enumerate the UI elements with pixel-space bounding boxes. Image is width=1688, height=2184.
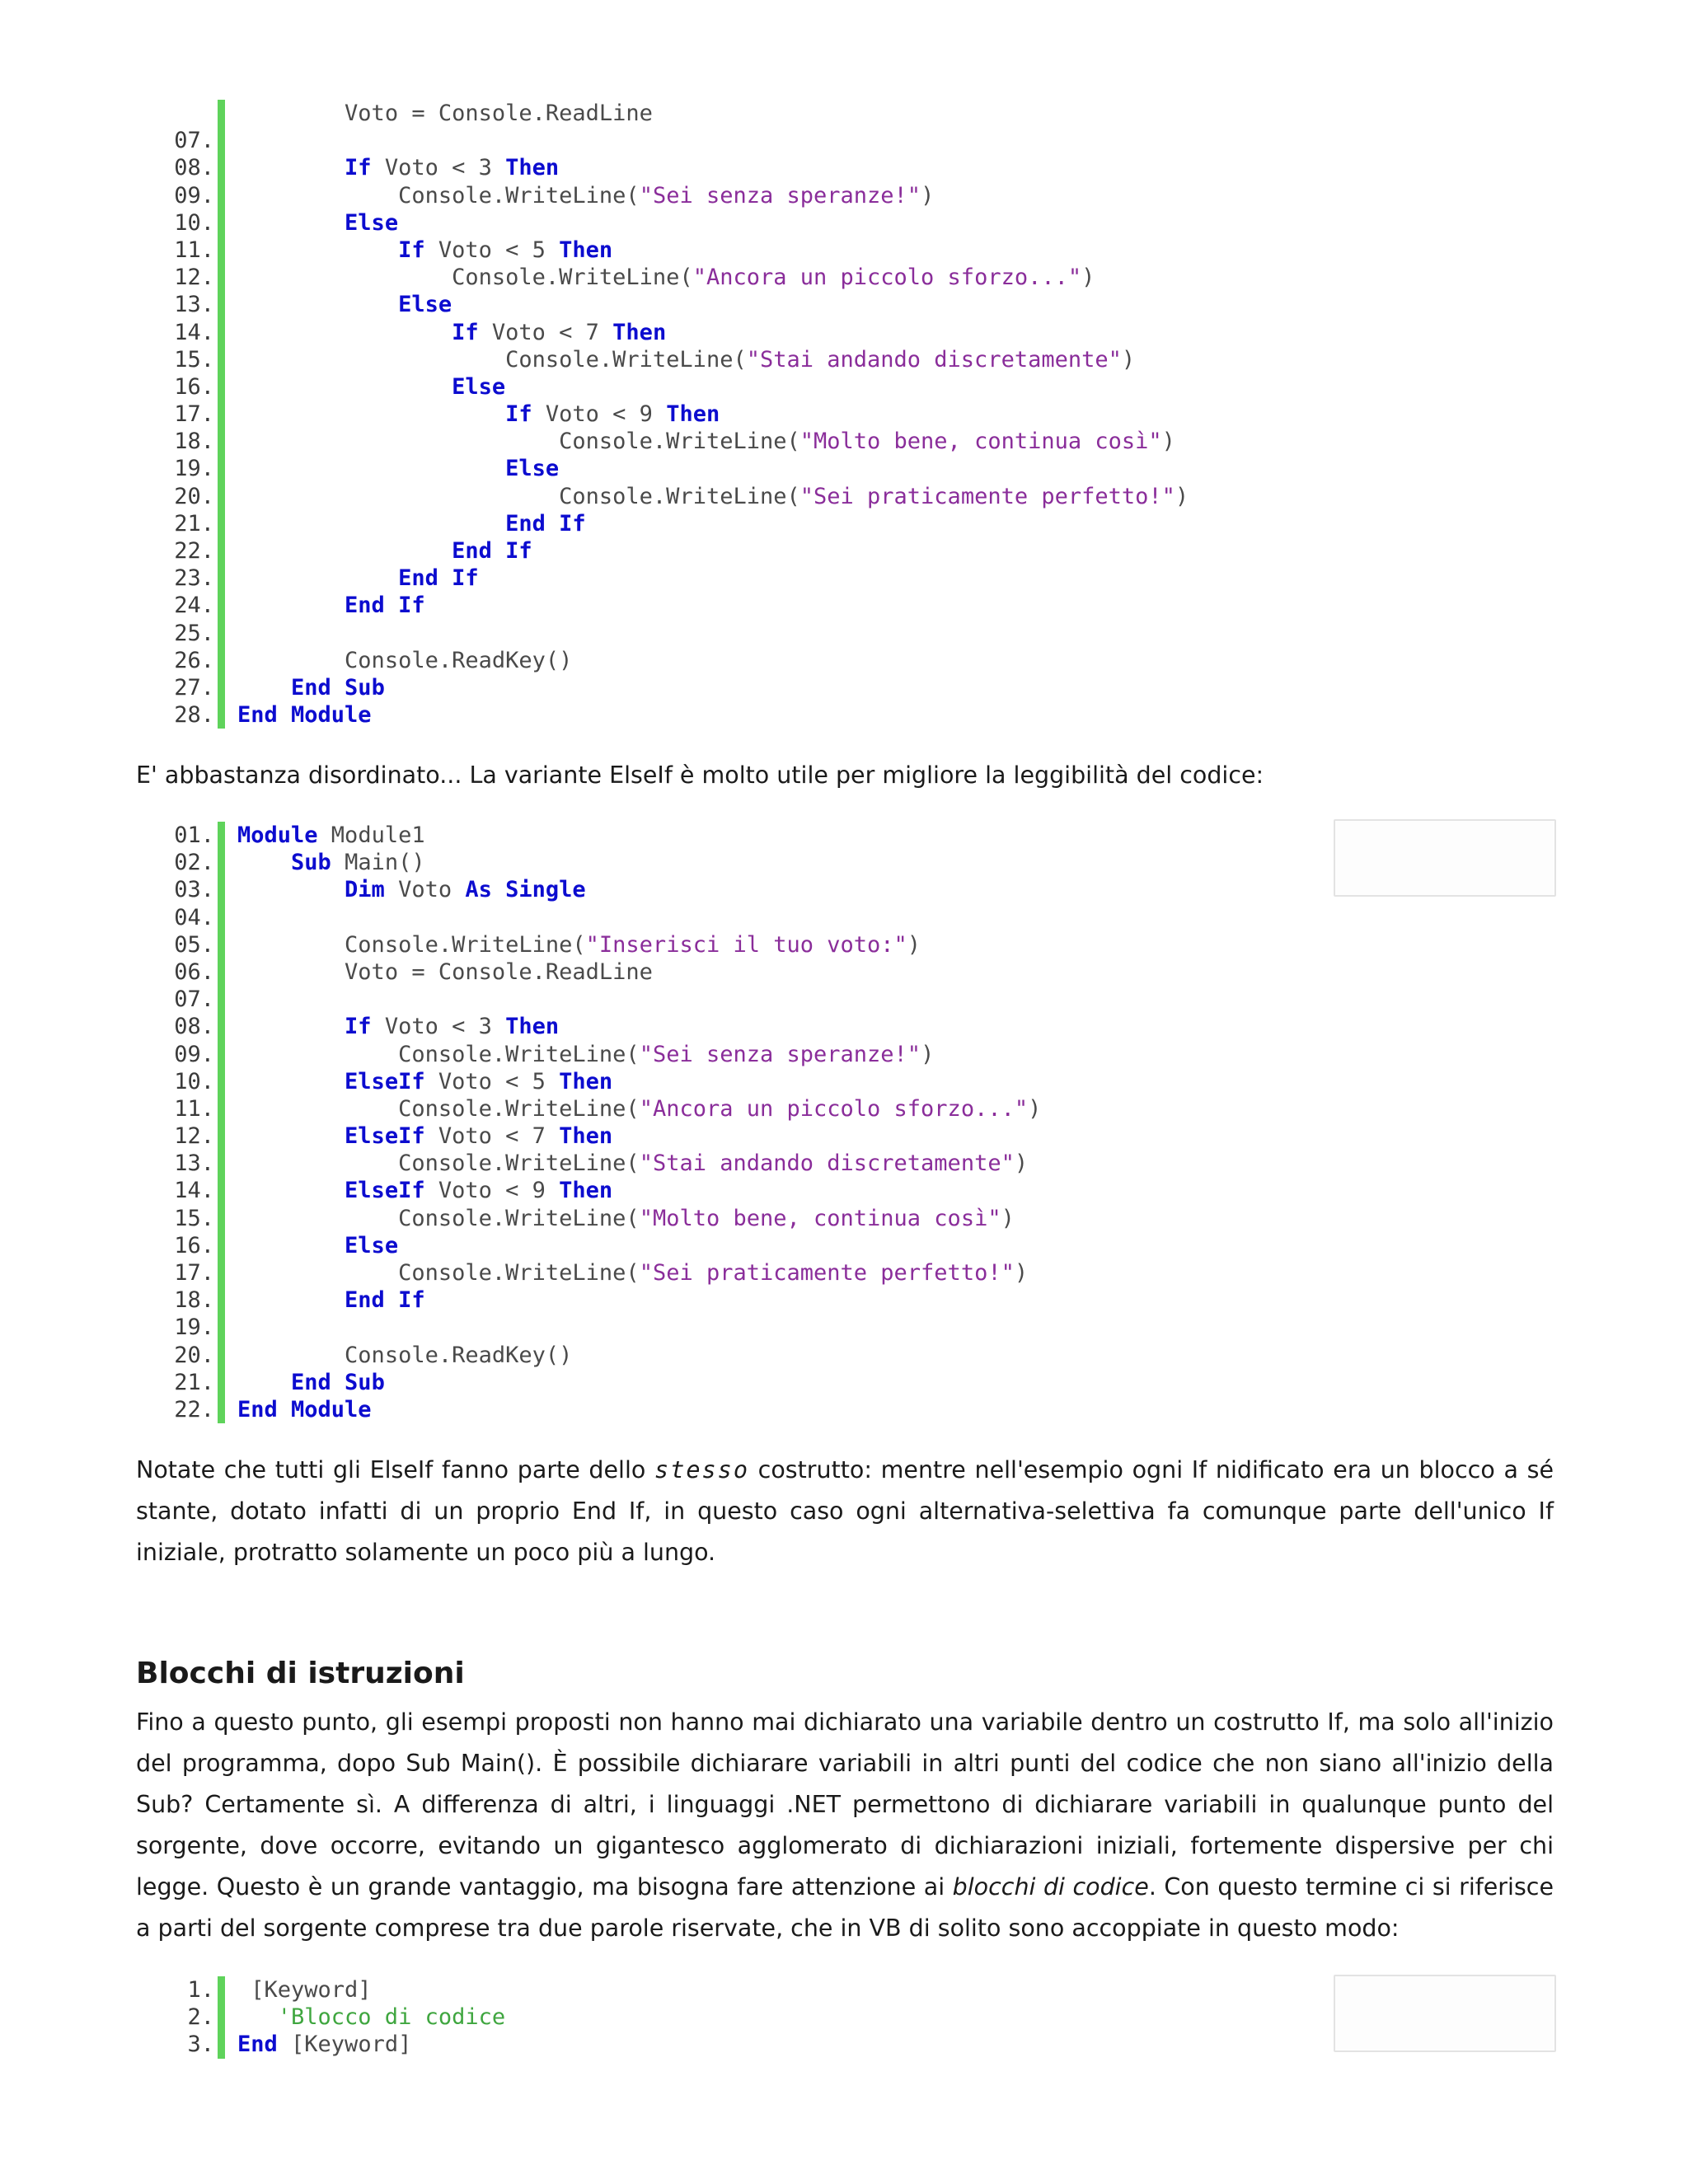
code-line	[0, 1342, 1688, 1369]
code-text	[237, 237, 612, 264]
code-keyword: End If	[505, 510, 586, 537]
code-line	[0, 565, 1688, 592]
code-gutter-bar	[218, 1095, 225, 1122]
code-line	[0, 154, 1688, 181]
code-token: Module1	[317, 823, 425, 848]
code-string: "Stai andando discretamente"	[639, 1151, 1015, 1177]
line-number: 2.	[187, 2004, 214, 2031]
line-number: 05.	[174, 931, 214, 958]
code-line	[0, 428, 1688, 455]
code-gutter-bar	[218, 209, 225, 237]
code-token: Voto = Console.ReadLine	[345, 958, 653, 985]
code-line	[0, 264, 1688, 291]
line-number: 22.	[174, 1396, 214, 1422]
code-text	[237, 209, 398, 237]
paragraph-text: Notate che tutti gli ElseIf fanno parte dello	[136, 1456, 655, 1483]
code-gutter-bar	[218, 1286, 225, 1314]
code-text	[237, 2031, 411, 2058]
code-text	[237, 1976, 372, 2004]
code-token: Voto < 9	[424, 1178, 560, 1204]
code-text	[237, 182, 934, 209]
copy-code-button[interactable]	[1334, 819, 1556, 897]
code-keyword: Then	[505, 1014, 560, 1040]
code-text	[237, 2004, 505, 2031]
code-gutter-bar	[218, 264, 225, 291]
line-number: 10.	[174, 209, 214, 236]
code-keyword: Then	[612, 319, 667, 345]
code-line	[0, 209, 1688, 237]
code-token: )	[1028, 1095, 1042, 1122]
code-keyword: End	[237, 2032, 278, 2058]
code-keyword: Dim	[345, 877, 385, 903]
section-heading: Blocchi di istruzioni	[136, 1657, 465, 1690]
code-line	[0, 100, 1688, 127]
code-line	[0, 620, 1688, 647]
code-gutter-bar	[218, 537, 225, 565]
code-keyword: Then	[559, 1068, 613, 1094]
code-token: )	[1081, 265, 1095, 291]
code-text	[237, 647, 572, 674]
code-token: Voto < 3	[371, 1014, 506, 1040]
code-token: Voto < 9	[532, 401, 667, 428]
code-token: Voto < 3	[371, 155, 506, 181]
code-line	[0, 1177, 1688, 1204]
code-text	[237, 592, 425, 619]
code-keyword: If	[505, 401, 532, 428]
code-gutter-bar	[218, 620, 225, 647]
line-number: 26.	[174, 647, 214, 673]
code-token: Console.WriteLine(	[559, 429, 800, 455]
paragraph-text: costrutto: mentre nell'esempio ogni If nidificato era un blocco a sé stante, dotato infatti di un proprio End If, in questo caso ogni alternativa-selettiva fa comunque parte dell'unico If iniziale, protratto solamente un poco più a lungo.	[136, 1456, 1554, 1566]
emphasis-text: blocchi di codice	[952, 1873, 1149, 1900]
code-keyword: Else	[452, 373, 506, 400]
line-number: 24.	[174, 593, 214, 619]
line-number: 22.	[174, 538, 214, 564]
code-keyword: Then	[666, 401, 720, 428]
code-text	[237, 1396, 372, 1423]
code-keyword: Else	[345, 1232, 399, 1258]
code-gutter-bar	[218, 373, 225, 401]
code-keyword: Else	[398, 292, 452, 318]
code-line	[0, 510, 1688, 537]
code-token: Console.WriteLine(	[345, 931, 586, 958]
line-number: 18.	[174, 429, 214, 455]
code-token: )	[907, 931, 921, 958]
code-text	[237, 1232, 398, 1259]
code-gutter-bar	[218, 1122, 225, 1150]
code-keyword: ElseIf	[345, 1068, 425, 1094]
code-token: )	[1161, 429, 1175, 455]
code-gutter-bar	[218, 1205, 225, 1232]
code-text	[237, 264, 1095, 291]
code-text	[237, 674, 385, 701]
code-token: )	[921, 1041, 935, 1067]
code-text	[237, 1041, 934, 1068]
copy-code-button[interactable]	[1334, 1975, 1556, 2052]
code-text	[237, 100, 653, 127]
line-number: 14.	[174, 319, 214, 345]
line-number: 08.	[174, 1014, 214, 1040]
code-token: )	[1014, 1151, 1029, 1177]
line-number: 09.	[174, 182, 214, 209]
code-token: Console.WriteLine(	[452, 265, 693, 291]
code-keyword: End If	[398, 565, 479, 592]
code-text	[237, 428, 1175, 455]
code-keyword: Else	[345, 209, 399, 236]
code-gutter-bar	[218, 822, 225, 849]
line-number: 06.	[174, 958, 214, 985]
line-number: 20.	[174, 483, 214, 509]
code-gutter-bar	[218, 1369, 225, 1396]
code-keyword: If	[452, 319, 479, 345]
line-number: 15.	[174, 346, 214, 373]
code-token: Console.ReadKey()	[345, 1342, 573, 1368]
code-line	[0, 1314, 1688, 1341]
code-gutter-bar	[218, 1013, 225, 1040]
line-number: 27.	[174, 674, 214, 701]
code-gutter-bar	[218, 1259, 225, 1286]
code-gutter-bar	[218, 291, 225, 318]
line-number: 28.	[174, 702, 214, 729]
code-line	[0, 483, 1688, 510]
code-string: "Ancora un piccolo sforzo..."	[639, 1095, 1029, 1122]
code-string: "Ancora un piccolo sforzo..."	[692, 265, 1082, 291]
line-number: 21.	[174, 510, 214, 537]
code-token: Console.WriteLine(	[398, 182, 640, 209]
code-text	[237, 701, 372, 729]
code-text	[237, 1205, 1015, 1232]
code-line	[0, 1396, 1688, 1423]
code-token: Voto < 5	[424, 1068, 560, 1094]
code-gutter-bar	[218, 100, 225, 127]
code-keyword: Then	[505, 155, 560, 181]
code-keyword: End Sub	[291, 1369, 385, 1395]
code-line	[0, 1068, 1688, 1095]
code-text	[237, 537, 532, 565]
line-number: 15.	[174, 1205, 214, 1231]
code-string: "Sei senza speranze!"	[639, 1041, 921, 1067]
code-line	[0, 1041, 1688, 1068]
code-keyword: End If	[345, 1287, 425, 1314]
line-number: 1.	[187, 1977, 214, 2003]
code-gutter-bar	[218, 428, 225, 455]
code-token: Console.WriteLine(	[398, 1095, 640, 1122]
code-keyword: Then	[559, 1178, 613, 1204]
code-string: "Stai andando discretamente"	[746, 346, 1122, 373]
code-keyword: Sub	[291, 850, 331, 876]
line-number: 07.	[174, 987, 214, 1013]
code-token: Console.WriteLine(	[559, 483, 800, 509]
code-text	[237, 346, 1135, 373]
code-text	[237, 291, 452, 318]
code-line	[0, 127, 1688, 154]
line-number: 02.	[174, 850, 214, 876]
code-line	[0, 401, 1688, 428]
code-gutter-bar	[218, 1041, 225, 1068]
code-block-elseif[interactable]	[0, 822, 1688, 1423]
line-number: 23.	[174, 565, 214, 592]
code-gutter-bar	[218, 1342, 225, 1369]
code-gutter-bar	[218, 565, 225, 592]
code-text	[237, 401, 720, 428]
code-line	[0, 346, 1688, 373]
line-number: 13.	[174, 292, 214, 318]
code-keyword: ElseIf	[345, 1123, 425, 1150]
paragraph-elseif-intro: E' abbastanza disordinato... La variante ElseIf è molto utile per migliore la leggibilità del codice:	[136, 762, 1264, 789]
code-text	[237, 510, 586, 537]
paragraph-code-blocks	[136, 1702, 1554, 1949]
code-line	[0, 1013, 1688, 1040]
code-line	[0, 647, 1688, 674]
code-token: Console.WriteLine(	[398, 1041, 640, 1067]
code-text	[237, 849, 425, 876]
line-number: 11.	[174, 1095, 214, 1122]
code-text	[237, 1259, 1028, 1286]
code-token: Voto	[384, 877, 466, 903]
code-text	[237, 483, 1189, 510]
code-text	[237, 565, 479, 592]
code-keyword: End If	[452, 538, 532, 564]
code-line	[0, 291, 1688, 318]
code-string: "Sei praticamente perfetto!"	[799, 483, 1175, 509]
code-gutter-bar	[218, 1177, 225, 1204]
code-string: "Molto bene, continua così"	[639, 1205, 1001, 1231]
code-gutter-bar	[218, 1976, 225, 2004]
code-gutter-bar	[218, 483, 225, 510]
code-text	[237, 1150, 1028, 1177]
code-line	[0, 455, 1688, 482]
code-gutter-bar	[218, 127, 225, 154]
code-line	[0, 1259, 1688, 1286]
code-gutter-bar	[218, 401, 225, 428]
line-number: 19.	[174, 456, 214, 482]
code-gutter-bar	[218, 346, 225, 373]
line-number: 16.	[174, 1232, 214, 1258]
code-keyword: Then	[559, 237, 613, 263]
code-line	[0, 1122, 1688, 1150]
code-keyword: End Module	[237, 1396, 372, 1422]
code-text	[237, 1286, 425, 1314]
code-text	[237, 1342, 572, 1369]
code-text	[237, 1369, 385, 1396]
paragraph-text: . Con questo termine ci si riferisce a parti del sorgente comprese tra due parole riservate, che in VB di solito sono accoppiate in questo modo:	[136, 1873, 1554, 1942]
code-token: [Keyword]	[237, 1977, 372, 2003]
code-token: Voto < 7	[478, 319, 613, 345]
code-gutter-bar	[218, 1068, 225, 1095]
code-text	[237, 1177, 612, 1204]
code-comment: 'Blocco di codice	[237, 2004, 506, 2031]
line-number: 03.	[174, 877, 214, 903]
line-number: 13.	[174, 1151, 214, 1177]
code-line	[0, 1232, 1688, 1259]
code-token: Console.WriteLine(	[398, 1260, 640, 1286]
code-text	[237, 154, 559, 181]
code-keyword: As Single	[465, 877, 586, 903]
line-number: 08.	[174, 155, 214, 181]
code-line	[0, 1150, 1688, 1177]
code-gutter-bar	[218, 904, 225, 931]
line-number: 17.	[174, 401, 214, 428]
code-token: Voto < 5	[424, 237, 560, 263]
paragraph-elseif-explanation	[136, 1450, 1554, 1573]
code-gutter-bar	[218, 931, 225, 958]
code-line	[0, 701, 1688, 729]
line-number: 12.	[174, 1123, 214, 1150]
code-gutter-bar	[218, 154, 225, 181]
line-number: 10.	[174, 1068, 214, 1094]
code-gutter-bar	[218, 1232, 225, 1259]
code-line	[0, 904, 1688, 931]
line-number: 17.	[174, 1260, 214, 1286]
code-text	[237, 455, 559, 482]
line-number: 11.	[174, 237, 214, 263]
line-number: 21.	[174, 1369, 214, 1395]
code-gutter-bar	[218, 958, 225, 986]
code-gutter-bar	[218, 1396, 225, 1423]
code-text	[237, 876, 586, 903]
code-text	[237, 931, 921, 958]
code-keyword: Module	[237, 823, 318, 848]
code-gutter-bar	[218, 1314, 225, 1341]
line-number: 04.	[174, 904, 214, 930]
code-line	[0, 182, 1688, 209]
line-number: 12.	[174, 265, 214, 291]
code-line	[0, 237, 1688, 264]
line-number: 07.	[174, 128, 214, 154]
code-token: Console.ReadKey()	[345, 647, 573, 673]
code-keyword: End Sub	[291, 674, 385, 701]
line-number: 3.	[187, 2032, 214, 2058]
code-gutter-bar	[218, 674, 225, 701]
line-number: 09.	[174, 1041, 214, 1067]
code-line	[0, 986, 1688, 1013]
line-number: 01.	[174, 823, 214, 848]
line-number: 19.	[174, 1315, 214, 1341]
code-token: Console.WriteLine(	[505, 346, 747, 373]
code-token: )	[1001, 1205, 1015, 1231]
code-text	[237, 1122, 612, 1150]
code-token: [Keyword]	[277, 2032, 412, 2058]
code-line	[0, 319, 1688, 346]
code-string: "Sei praticamente perfetto!"	[639, 1260, 1015, 1286]
code-keyword: ElseIf	[345, 1178, 425, 1204]
code-gutter-bar	[218, 1150, 225, 1177]
code-token: )	[1175, 483, 1189, 509]
code-line	[0, 373, 1688, 401]
code-gutter-bar	[218, 647, 225, 674]
code-line	[0, 1369, 1688, 1396]
line-number: 25.	[174, 620, 214, 646]
code-string: "Inserisci il tuo voto:"	[585, 931, 907, 958]
code-text	[237, 958, 653, 986]
code-gutter-bar	[218, 701, 225, 729]
code-line	[0, 1095, 1688, 1122]
code-gutter-bar	[218, 319, 225, 346]
line-number: 20.	[174, 1342, 214, 1368]
line-number: 18.	[174, 1287, 214, 1314]
code-token: )	[921, 182, 935, 209]
code-line	[0, 674, 1688, 701]
code-line	[0, 931, 1688, 958]
code-gutter-bar	[218, 2031, 225, 2058]
code-text	[237, 1068, 612, 1095]
code-string: "Molto bene, continua così"	[799, 429, 1162, 455]
emphasis-text: stesso	[654, 1456, 749, 1483]
code-keyword: If	[345, 1014, 372, 1040]
code-text	[237, 373, 505, 401]
code-token: Main()	[331, 850, 425, 876]
code-keyword: If	[345, 155, 372, 181]
line-number: 14.	[174, 1178, 214, 1204]
code-gutter-bar	[218, 592, 225, 619]
code-line	[0, 958, 1688, 986]
code-line	[0, 1205, 1688, 1232]
code-token: Voto < 7	[424, 1123, 560, 1150]
code-text	[237, 1013, 559, 1040]
code-block-nested-if[interactable]	[0, 100, 1688, 729]
code-gutter-bar	[218, 986, 225, 1013]
code-text	[237, 319, 666, 346]
code-token: Console.WriteLine(	[398, 1205, 640, 1231]
code-token: Console.WriteLine(	[398, 1151, 640, 1177]
code-string: "Sei senza speranze!"	[639, 182, 921, 209]
code-keyword: End If	[345, 593, 425, 619]
code-gutter-bar	[218, 510, 225, 537]
code-token: )	[1121, 346, 1136, 373]
code-token: Voto = Console.ReadLine	[345, 101, 653, 126]
code-line	[0, 592, 1688, 619]
paragraph-text: Fino a questo punto, gli esempi proposti non hanno mai dichiarato una variabile dentro un costrutto If, ma solo all'inizio del programma, dopo Sub Main(). È possibile dichiarare variabili in altri punti del codice che non siano all'inizio della Sub? Certamente sì. A differenza di altri, i linguaggi .NET permettono di dichiarare variabili in qualunque punto del sorgente, dove occorre, evitando un gigantesco agglomerato di dichiarazioni iniziali, fortemente dispersive per chi legge. Questo è un grande vantaggio, ma bisogna fare attenzione ai	[136, 1708, 1554, 1900]
code-keyword: End Module	[237, 702, 372, 729]
code-gutter-bar	[218, 2004, 225, 2031]
code-gutter-bar	[218, 237, 225, 264]
code-line	[0, 537, 1688, 565]
code-text	[237, 1095, 1041, 1122]
code-gutter-bar	[218, 849, 225, 876]
code-gutter-bar	[218, 876, 225, 903]
code-keyword: Then	[559, 1123, 613, 1150]
code-text	[237, 822, 425, 849]
code-keyword: Else	[505, 456, 560, 482]
code-line	[0, 1286, 1688, 1314]
code-gutter-bar	[218, 182, 225, 209]
code-keyword: If	[398, 237, 425, 263]
code-token: )	[1014, 1260, 1029, 1286]
code-gutter-bar	[218, 455, 225, 482]
line-number: 16.	[174, 373, 214, 400]
